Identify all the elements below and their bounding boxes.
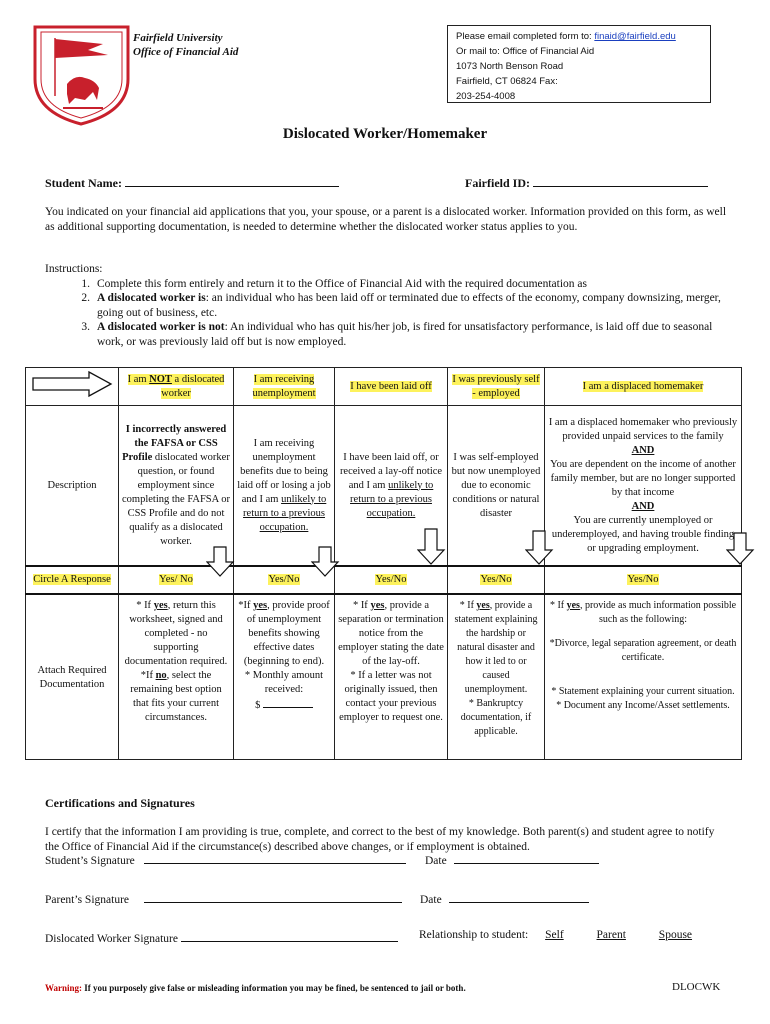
down-arrow-icon xyxy=(311,546,341,578)
address-line-1: 1073 North Benson Road xyxy=(456,61,564,72)
description-cell: I am a displaced homemaker who previously provided unpaid services to the family AND You are dependent on the income of another family member, but are no longer supported by that income AND You are currently unemployed or underemployed, and having trouble finding or upgrading employment. xyxy=(545,406,742,567)
instructions-heading: Instructions: xyxy=(45,263,103,275)
instruction-item: 3. A dislocated worker is not: An individual who has quit his/her job, is fired for unsatisfactory performance, is laid off due to seasonal work, or was previously laid off but is now employed. xyxy=(81,321,713,348)
header-not-dislocated: I am NOT a dislocated worker xyxy=(119,368,234,406)
instruction-item: 1. Complete this form entirely and return it to the Office of Financial Aid with the required documentation as xyxy=(81,277,588,290)
intro-paragraph: You indicated on your financial aid applications that you, your spouse, or a parent is a dislocated worker. Information provided on this form, as well as additional supporting documentation, is needed to determine whether the dislocated worker status applies to you. xyxy=(45,206,727,233)
documentation-label: Attach Required Documentation xyxy=(26,594,119,760)
down-arrow-icon xyxy=(525,530,555,566)
university-heading xyxy=(133,31,238,59)
student-signature-field[interactable] xyxy=(45,851,406,867)
contact-box xyxy=(447,25,711,103)
description-cell: I have been laid off, or received a lay-off notice and I am unlikely to return to a previous occupation. xyxy=(335,406,448,567)
response-cell[interactable]: Yes/No xyxy=(234,566,335,594)
monthly-amount-field[interactable]: $ xyxy=(237,697,331,713)
student-name-line[interactable] xyxy=(125,174,339,187)
fax-number: 203-254-4008 xyxy=(456,91,516,102)
header-homemaker: I am a displaced homemaker xyxy=(545,368,742,406)
student-name-label: Student Name: xyxy=(45,176,122,190)
form-code: DLOCWK xyxy=(672,981,721,993)
parent-date-field[interactable]: Date xyxy=(420,890,589,906)
student-signature-label: Student’s Signature xyxy=(45,855,135,867)
response-cell[interactable]: Yes/No xyxy=(545,566,742,594)
response-row xyxy=(26,566,742,594)
email-link[interactable]: finaid@fairfield.edu xyxy=(594,31,676,42)
header-self-employed: I was previously self - employed xyxy=(448,368,545,406)
fairfield-id-label: Fairfield ID: xyxy=(465,176,530,190)
university-logo xyxy=(33,24,130,126)
worker-status-table xyxy=(25,367,742,760)
student-name-field[interactable] xyxy=(45,174,339,191)
table-header-row xyxy=(26,368,742,406)
warning-notice xyxy=(45,983,466,993)
documentation-cell: * If yes, provide a separation or termination notice from the employer stating the date of the lay-off. * If a letter was not originally issued, then contact your previous employer to request one. xyxy=(335,594,448,760)
warning-text: If you purposely give false or misleading information you may be fined, be sentenced to jail or both. xyxy=(82,983,466,993)
parent-signature-label: Parent’s Signature xyxy=(45,894,129,906)
page-title: Dislocated Worker/Homemaker xyxy=(282,126,488,142)
description-cell: I am receiving unemployment benefits due to being laid off or losing a job and I am unlikely to return to a previous occupation. xyxy=(234,406,335,567)
header-unemployment: I am receiving unemployment xyxy=(234,368,335,406)
dislocated-worker-signature-label: Dislocated Worker Signature xyxy=(45,933,178,945)
description-row xyxy=(26,406,742,567)
right-arrow-icon xyxy=(31,370,113,398)
documentation-cell: * If yes, provide as much information possible such as the following: *Divorce, legal separation agreement, or death certificate. * Statement explaining your current situation. * Document any Income/Asset settlements. xyxy=(545,594,742,760)
down-arrow-icon xyxy=(206,546,236,578)
documentation-cell: *If yes, provide proof of unemployment benefits showing effective dates (beginning to end). * Monthly amount received: $ xyxy=(234,594,335,760)
fairfield-id-field[interactable] xyxy=(465,174,708,191)
response-cell[interactable]: Yes/No xyxy=(335,566,448,594)
response-cell[interactable]: Yes/ No xyxy=(119,566,234,594)
description-cell: I was self-employed but now unemployed due to economic conditions or natural disaster xyxy=(448,406,545,567)
response-cell[interactable]: Yes/No xyxy=(448,566,545,594)
address-line-2: Fairfield, CT 06824 Fax: xyxy=(456,76,558,87)
down-arrow-icon xyxy=(726,532,756,566)
header-laid-off: I have been laid off xyxy=(335,368,448,406)
mail-line: Or mail to: Office of Financial Aid xyxy=(456,46,595,57)
instruction-item: 2. A dislocated worker is: an individual who has been laid off or terminated due to effects of the economy, company downsizing, merger, going out of business, etc. xyxy=(81,292,721,319)
certifications-heading: Certifications and Signatures xyxy=(45,796,195,810)
email-prefix: Please email completed form to: xyxy=(456,31,595,42)
student-date-field[interactable]: Date xyxy=(425,851,599,867)
description-label: Description xyxy=(26,406,119,567)
university-name: Fairfield University xyxy=(133,32,223,44)
description-cell: I incorrectly answered the FAFSA or CSS Profile dislocated worker question, or found employment since completing the FAFSA or CSS Profile and do not qualify as a dislocated worker. xyxy=(119,406,234,567)
relationship-parent[interactable]: Parent xyxy=(596,929,626,941)
down-arrow-icon xyxy=(417,528,447,566)
office-name: Office of Financial Aid xyxy=(133,46,239,58)
certification-text: I certify that the information I am providing is true, complete, and correct to the best of my knowledge. Both parent(s) and student agree to notify the Office of Financial Aid if the circumstance(s) described above changes, or if employment is obtained. xyxy=(45,826,715,853)
relationship-self[interactable]: Self xyxy=(545,929,564,941)
arrow-cell xyxy=(26,368,119,406)
parent-signature-field[interactable] xyxy=(45,890,402,906)
documentation-row xyxy=(26,594,742,760)
documentation-cell: * If yes, provide a statement explaining the hardship or natural disaster and how it led to or caused unemployment. * Bankruptcy documentation, if applicable. xyxy=(448,594,545,760)
response-label: Circle A Response xyxy=(26,566,119,594)
relationship-field xyxy=(419,929,692,941)
dislocated-worker-signature-field[interactable] xyxy=(45,929,398,945)
relationship-label: Relationship to student: xyxy=(419,929,529,941)
warning-label: Warning: xyxy=(45,983,83,993)
documentation-cell: * If yes, return this worksheet, signed and completed - no supporting documentation required. *If no, select the remaining best option that fits your current circumstances. xyxy=(119,594,234,760)
relationship-spouse[interactable]: Spouse xyxy=(658,929,693,941)
instructions xyxy=(45,262,728,349)
fairfield-id-line[interactable] xyxy=(533,174,708,187)
